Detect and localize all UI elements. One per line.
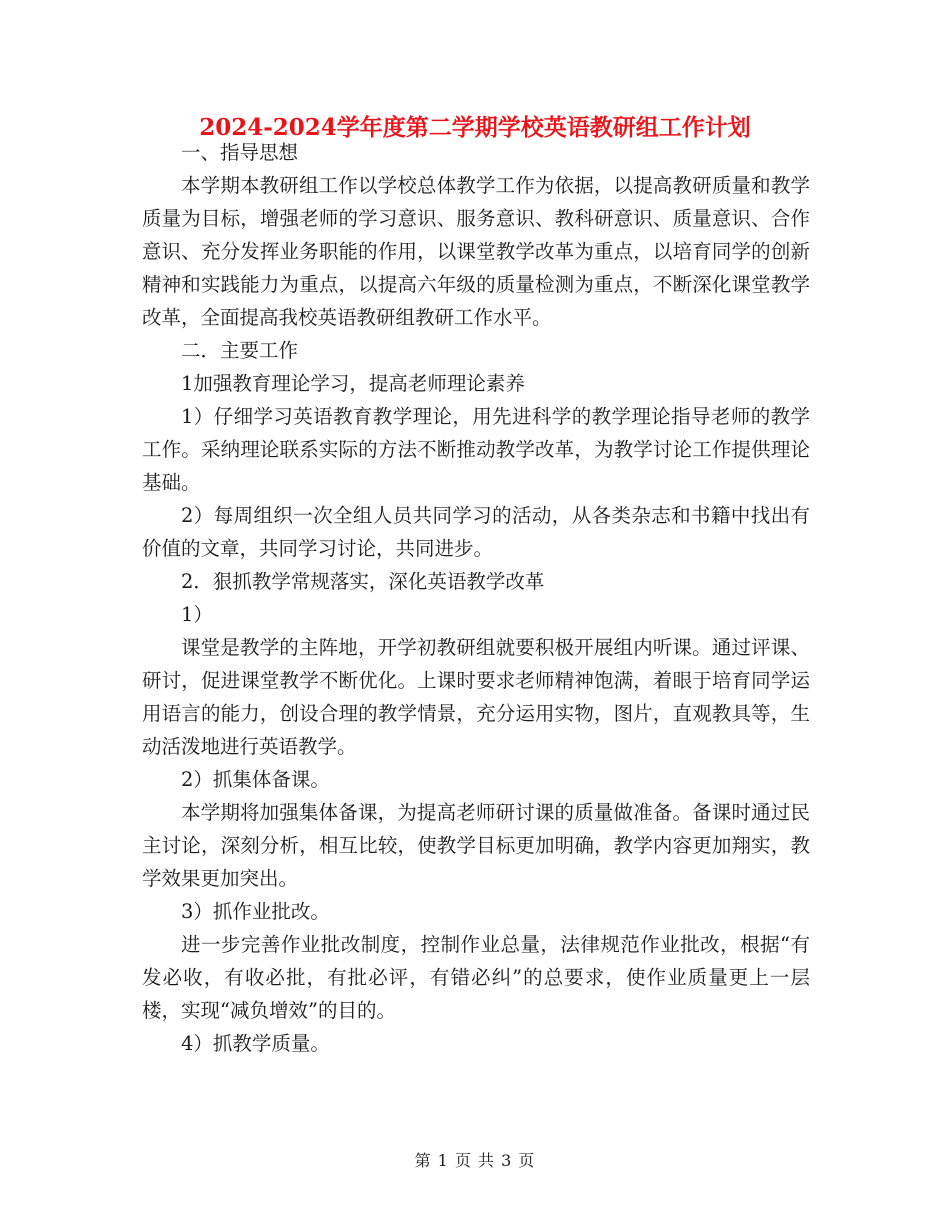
subsection-heading-teaching-routine: 2．狠抓教学常规落实，深化英语教学改革	[181, 570, 545, 593]
page-footer: 第 1 页 共 3 页	[414, 1151, 536, 1170]
subsection-heading-theory-study: 1加强教育理论学习，提高老师理论素养	[181, 372, 525, 395]
paragraph-classroom: 课堂是教学的主阵地，开学初教研组就要积极开展组内听课。通过评课、研讨，促进课堂教学不断优化。上课时要求老师精神饱满，着眼于培育同学运用语言的能力，创设合理的教学情景，充分运用实物，图片，直观教具等，生动活泼地进行英语教学。	[142, 636, 810, 758]
paragraph-theory-study-2: 2）每周组织一次全组人员共同学习的活动，从各类杂志和书籍中找出有价值的文章，共同学习讨论，共同进步。	[142, 504, 810, 560]
paragraph-theory-study-1: 1）仔细学习英语教育教学理论，用先进科学的教学理论指导老师的教学工作。采纳理论联系实际的方法不断推动教学改革，为教学讨论工作提供理论基础。	[142, 405, 810, 494]
item-heading-collective-prep: 2）抓集体备课。	[181, 768, 330, 791]
paragraph-guiding-ideology: 本学期本教研组工作以学校总体教学工作为依据，以提高教研质量和教学质量为目标，增强老师的学习意识、服务意识、教科研意识、质量意识、合作意识、充分发挥业务职能的作用，以课堂教学改革为重点，以培育同学的创新精神和实践能力为重点，以提高六年级的质量检测为重点，不断深化课堂教学改革，全面提高我校英语教研组教研工作水平。	[142, 174, 810, 329]
list-marker-1: 1）	[181, 603, 213, 626]
section-heading-main-work: 二．主要工作	[181, 339, 299, 362]
page-title: 2024-2024学年度第二学期学校英语教研组工作计划	[199, 114, 751, 141]
section-heading-guiding-ideology: 一、指导思想	[181, 141, 299, 164]
paragraph-collective-prep: 本学期将加强集体备课，为提高老师研讨课的质量做准备。备课时通过民主讨论，深刻分析，相互比较，使教学目标更加明确，教学内容更加翔实，教学效果更加突出。	[142, 801, 810, 890]
item-heading-homework: 3）抓作业批改。	[181, 900, 330, 923]
document-body	[142, 136, 810, 1060]
item-heading-teaching-quality: 4）抓教学质量。	[181, 1032, 330, 1055]
paragraph-homework: 进一步完善作业批改制度，控制作业总量，法律规范作业批改，根据“有发必收，有收必批，有批必评，有错必纠”的总要求，使作业质量更上一层楼，实现“减负增效”的目的。	[142, 933, 810, 1022]
